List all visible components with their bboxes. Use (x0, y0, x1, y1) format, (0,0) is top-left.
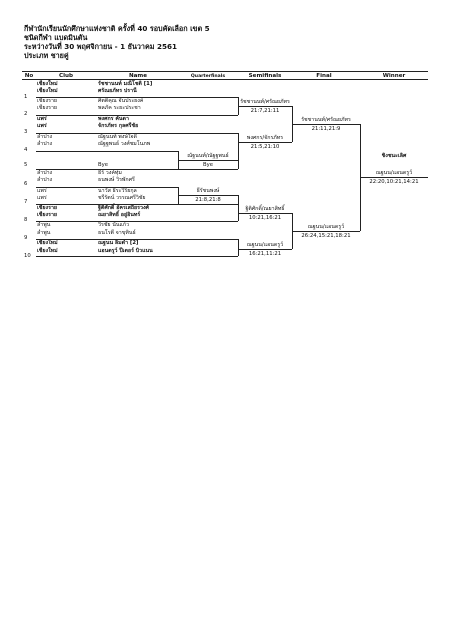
entry-number: 3 (24, 129, 28, 135)
qf-score: Bye (202, 162, 214, 168)
col-final: Final (316, 73, 332, 79)
entry-player: ฐิติศักดิ์ อัครเสถียรวงศ์ (98, 205, 149, 211)
entry-club: ลำปาง (37, 177, 53, 183)
final-bracket (292, 213, 293, 249)
col-semifinals: Semifinals (248, 73, 282, 79)
entry-line (36, 115, 238, 116)
entry-club: เชียงใหม่ (37, 88, 58, 94)
sf-winner: พงศกร/จักรภัทร (246, 135, 284, 141)
entry-line (36, 256, 238, 257)
entry-number: 9 (24, 235, 28, 241)
entry-club: เชียงใหม่ (37, 248, 58, 254)
entry-line (36, 204, 238, 205)
entry-player: ณัฐนนท์ พงษ์ใจดี (98, 134, 137, 140)
qf-line (178, 195, 238, 196)
entry-player: ณัฐฐพนธ์ วงศ์ชมโนภพ (98, 141, 151, 147)
entry-player: รัชชานนท์ มณีโชติ [1] (98, 81, 153, 87)
entry-number: 10 (24, 253, 31, 259)
col-quarterfinals: Quarterfinals (190, 73, 226, 79)
entry-club: ลำปาง (37, 170, 53, 176)
header-top-rule (22, 71, 428, 72)
sf-score: 21:7,21:11 (250, 108, 280, 114)
final-bracket (292, 106, 293, 142)
sf-line (238, 142, 292, 143)
entry-player: นาวัส ธีระวิริยกุล (98, 188, 137, 194)
final-winner: รัชชานนท์/ศรัณยภัทร (301, 117, 351, 123)
entry-club: ลำพูน (37, 222, 51, 228)
col-name: Name (128, 73, 148, 79)
champion-bracket (360, 124, 361, 231)
qf-winner: ธีรัชนพงษ์ (196, 188, 220, 194)
final-line (292, 124, 360, 125)
sf-winner: ฐิติศักดิ์/ณยาสิทธิ์ (245, 206, 285, 212)
sf-bracket (238, 97, 239, 115)
sf-bracket (238, 195, 239, 221)
entry-player: ธนพงษ์ วิรพักศรี (98, 177, 135, 183)
entry-club: เชียงใหม่ (37, 240, 58, 246)
qf-bracket (178, 151, 179, 169)
champion-line (360, 177, 428, 178)
qf-line (178, 160, 238, 161)
entry-club: เชียงราย (37, 105, 58, 111)
entry-club: ลำพูน (37, 230, 51, 236)
entry-line (36, 239, 238, 240)
entry-player: ธนโรตี จาขุทินธ์ (98, 230, 136, 236)
final-score: 26:24,15:21,18:21 (301, 233, 351, 239)
sf-winner: รัชชานนท์/ศรัณยภัทร (240, 99, 290, 105)
entry-player: ณฐนน ลิมดำ [2] (98, 240, 139, 246)
event-category: ประเภท ชายคู่ (24, 51, 69, 60)
entry-club: ลำปาง (37, 134, 53, 140)
final-winner: ณฐนน/แอนดรูว์ (307, 224, 345, 230)
entry-player: จักรภัทร กุลศรีชัย (98, 123, 139, 129)
entry-line (36, 221, 238, 222)
sf-line (238, 213, 292, 214)
champion-name: ณฐนน/แอนดรูว์ (375, 170, 413, 176)
entry-number: 5 (24, 162, 28, 168)
entry-player: พลภัค ระยะประชา (98, 105, 141, 111)
entry-number: 2 (24, 111, 28, 117)
entry-player: ธีร์ วงค์ทุ่ม (98, 170, 122, 176)
entry-club: แพร่ (37, 188, 47, 194)
date-range: ระหว่างวันที่ 30 พฤศจิกายน - 1 ธันวาคม 2561 (24, 42, 178, 51)
entry-line (36, 97, 238, 98)
col-winner: Winner (382, 73, 406, 79)
col-no: No (24, 73, 34, 79)
qf-winner: ณัฐนนท์/ณัฐฐพนธ์ (187, 153, 229, 159)
sf-line (238, 249, 292, 250)
tournament-title: กีฬานักเรียนนักศึกษาแห่งชาติ ครั้งที่ 40 รอบคัดเลือก เขต 5 (24, 24, 210, 33)
champion-label: ชิงชนะเลิศ (381, 153, 407, 159)
entry-line (36, 169, 238, 170)
entry-player: ณยาสิทธิ์ อยู่อินทร์ (98, 212, 141, 218)
entry-number: 8 (24, 217, 28, 223)
sf-score: 10:21,16:21 (248, 215, 282, 221)
entry-club: เชียงราย (37, 98, 58, 104)
entry-club: ลำปาง (37, 141, 53, 147)
entry-line (36, 187, 178, 188)
entry-player: แอนดรูว์ ปีเตอร์ บิวแนน (98, 248, 153, 254)
sf-bracket (238, 133, 239, 169)
entry-player: วีรชัย นันแก้ว (98, 222, 130, 228)
entry-player: ชรีรัตน์ วรรณศรีวิชัย (98, 195, 146, 201)
entry-club: แพร่ (37, 123, 47, 129)
entry-player: Bye (98, 162, 109, 168)
entry-club: แพร่ (37, 116, 47, 122)
entry-line (36, 151, 178, 152)
entry-number: 1 (24, 94, 28, 100)
entry-club: เชียงราย (37, 205, 58, 211)
sport-name: ชนิดกีฬา แบดมินตัน (24, 33, 88, 42)
qf-score: 21:8,21:8 (195, 197, 221, 203)
entry-club: เชียงใหม่ (37, 81, 58, 87)
champion-score: 22:20,10:21,14:21 (369, 179, 419, 185)
entry-player: ศิตติคุณ จันประยงค์ (98, 98, 144, 104)
entry-number: 4 (24, 147, 28, 153)
entry-player: พงศกร คันดา (98, 116, 129, 122)
entry-line (36, 133, 238, 134)
final-line (292, 231, 360, 232)
entry-club: แพร่ (37, 195, 47, 201)
sf-winner: ณฐนน/แอนดรูว์ (246, 242, 284, 248)
sf-score: 16:21,11:21 (248, 251, 282, 257)
entry-club: เชียงราย (37, 212, 58, 218)
qf-bracket (178, 187, 179, 204)
final-score: 21:11,21:9 (311, 126, 341, 132)
entry-number: 7 (24, 199, 28, 205)
entry-player: ศรัณยภัทร ปรานี (98, 88, 137, 94)
sf-bracket (238, 239, 239, 256)
col-club: Club (58, 73, 73, 79)
sf-line (238, 106, 292, 107)
entry-number: 6 (24, 181, 28, 187)
sf-score: 21:5,21:10 (250, 144, 280, 150)
